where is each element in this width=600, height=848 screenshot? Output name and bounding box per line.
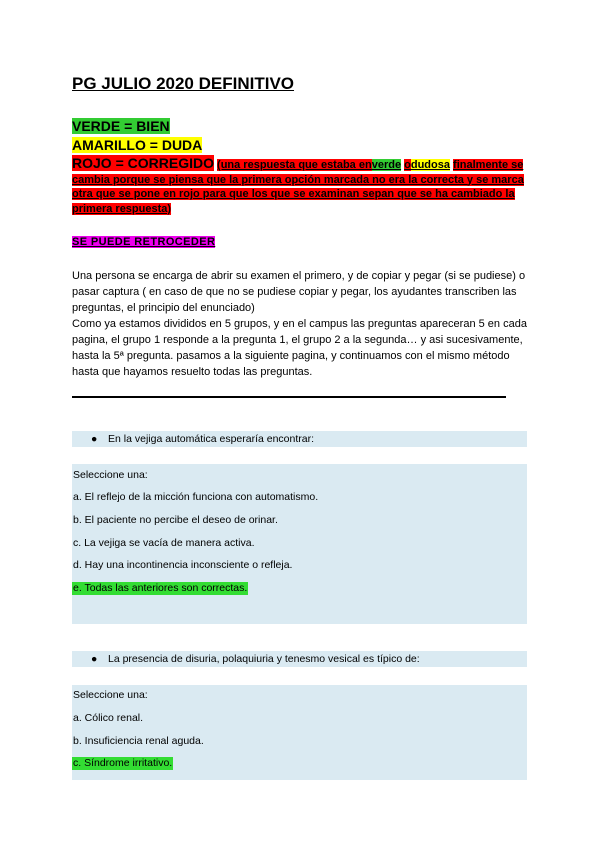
question-2-prompt: Seleccione una:: [73, 689, 148, 701]
legend-rojo-label: ROJO = CORREGIDO: [72, 155, 214, 171]
legend-verde: [72, 118, 170, 135]
legend-rojo-desc-1: (una respuesta que estaba en: [217, 159, 372, 171]
question-2-text: La presencia de disuria, polaquiuria y tenesmo vesical es típico de:: [108, 653, 420, 665]
question-2-option-c[interactable]: c. Síndrome irritativo.: [73, 757, 173, 769]
question-1-text: En la vejiga automática esperaría encontrar:: [108, 433, 315, 445]
intro-paragraph: Una persona se encarga de abrir su examen el primero, y de copiar y pegar (si se pudiese) o pasar captura ( en caso de que no se pudiese copiar y pegar, los ayudantes transcriben las preguntas, el principio del enunciado) Como ya estamos divididos en 5 grupos, y en el campus las preguntas apareceran 5 en cada pagina, el grupo 1 responde a la pregunta 1, el grupo 2 a la segunda… y asi sucesivamente, hasta la 5ª pregunta. pasamos a la siguiente pagina, y continuamos con el mismo método hasta que hayamos resuelto todas las preguntas.: [72, 270, 527, 378]
question-2-header: [72, 651, 527, 667]
question-1-option-b[interactable]: b. El paciente no percibe el deseo de orinar.: [73, 514, 278, 526]
retroceder-note: [72, 236, 215, 248]
divider: [72, 396, 506, 398]
question-1-header: [72, 431, 527, 447]
question-1-option-e[interactable]: e. Todas las anteriores son correctas.: [73, 582, 248, 594]
question-2-option-b[interactable]: b. Insuficiencia renal aguda.: [73, 735, 204, 747]
question-1-option-a[interactable]: a. El reflejo de la micción funciona con automatismo.: [73, 491, 319, 503]
question-1-option-c[interactable]: c. La vejiga se vacía de manera activa.: [73, 537, 255, 549]
legend-rojo-desc-dudosa: dudosa: [410, 159, 450, 171]
question-2-answers: [72, 685, 527, 780]
question-2-option-a[interactable]: a. Cólico renal.: [73, 712, 144, 724]
legend-amarillo: [72, 137, 202, 154]
question-1-prompt: Seleccione una:: [73, 469, 148, 481]
retroceder-label: SE PUEDE RETROCEDER: [72, 236, 216, 248]
page-title: PG JULIO 2020 DEFINITIVO: [72, 74, 295, 93]
bullet-icon: ●: [91, 433, 98, 445]
legend-amarillo-label: AMARILLO = DUDA: [72, 137, 203, 153]
legend-rojo: [72, 156, 532, 216]
bullet-icon: ●: [91, 653, 98, 665]
legend-rojo-desc-verde: verde: [371, 159, 402, 171]
question-1-option-d[interactable]: d. Hay una incontinencia inconsciente o refleja.: [73, 559, 293, 571]
legend-rojo-desc-2: finalmente se cambia porque se piensa que la primera opción marcada no era la correcta y se marca otra que se pone en rojo para que los que se examinan sepan que se ha cambiado la primera respuesta): [72, 159, 524, 215]
legend-rojo-desc-o: o: [404, 159, 411, 171]
legend-verde-label: VERDE = BIEN: [72, 118, 170, 134]
question-1-answers: [72, 464, 527, 624]
